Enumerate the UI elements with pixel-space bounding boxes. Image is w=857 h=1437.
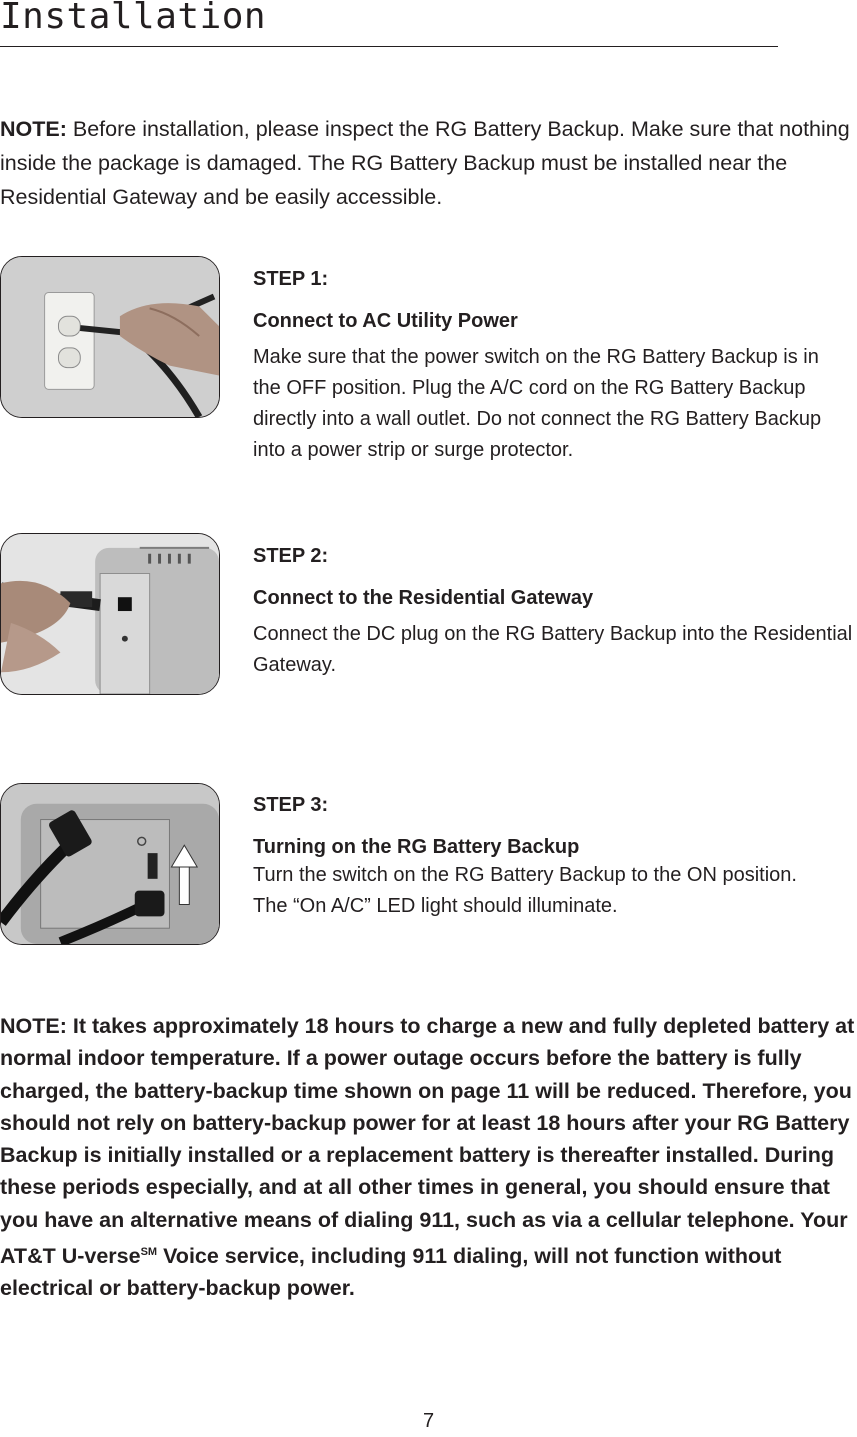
gateway-plug-photo bbox=[0, 533, 220, 695]
step-1-heading: Connect to AC Utility Power bbox=[253, 310, 518, 332]
charging-note-text-1: NOTE: It takes approximately 18 hours to charge a new and fully depleted battery at normal indoor temperature. If a power outage occurs before the battery is fully charged, the battery-backup time shown on page 11 will be reduced. Therefore, you should not rely on battery-backup power for at least 18 hours after your RG Battery Backup is initially installed or a replacement battery is thereafter installed. During these periods especially, and at all other times in general, you should ensure that you have an alternative means of dialing 911, such as via a cellular telephone. Your AT&T U-verse bbox=[0, 1014, 855, 1269]
charging-note-text-2: Voice service, including 911 dialing, will not function without electrical or battery-backup power. bbox=[0, 1244, 782, 1301]
step-3-body: Turn the switch on the RG Battery Backup to the ON position. The “On A/C” LED light should illuminate. bbox=[253, 864, 797, 917]
service-mark: SM bbox=[140, 1246, 158, 1259]
power-switch-photo bbox=[0, 783, 220, 945]
installation-note bbox=[0, 112, 857, 214]
step-2 bbox=[253, 544, 853, 681]
step-3-heading: Turning on the RG Battery Backup bbox=[253, 836, 580, 858]
step-3-label: STEP 3: bbox=[253, 794, 329, 816]
step-2-body: Connect the DC plug on the RG Battery Backup into the Residential Gateway. bbox=[253, 623, 853, 676]
charging-note bbox=[0, 1010, 857, 1305]
step-1-body: Make sure that the power switch on the RG Battery Backup is in the OFF position. Plug the A/C cord on the RG Battery Backup directly into a wall outlet. Do not connect the RG Battery Backup into a power strip or surge protector. bbox=[253, 346, 822, 461]
step-2-label: STEP 2: bbox=[253, 545, 329, 567]
note-label: NOTE: bbox=[0, 117, 67, 141]
note-text: Before installation, please inspect the RG Battery Backup. Make sure that nothing inside the package is damaged. The RG Battery Backup must be installed near the Residential Gateway and be easily accessible. bbox=[0, 117, 850, 209]
page-title: Installation bbox=[0, 0, 267, 37]
step-3 bbox=[253, 793, 853, 922]
step-2-heading: Connect to the Residential Gateway bbox=[253, 587, 594, 609]
page-number: 7 bbox=[422, 1410, 435, 1432]
title-divider bbox=[0, 46, 778, 47]
wall-outlet-photo bbox=[0, 256, 220, 418]
step-1 bbox=[253, 267, 853, 466]
step-1-label: STEP 1: bbox=[253, 268, 329, 290]
